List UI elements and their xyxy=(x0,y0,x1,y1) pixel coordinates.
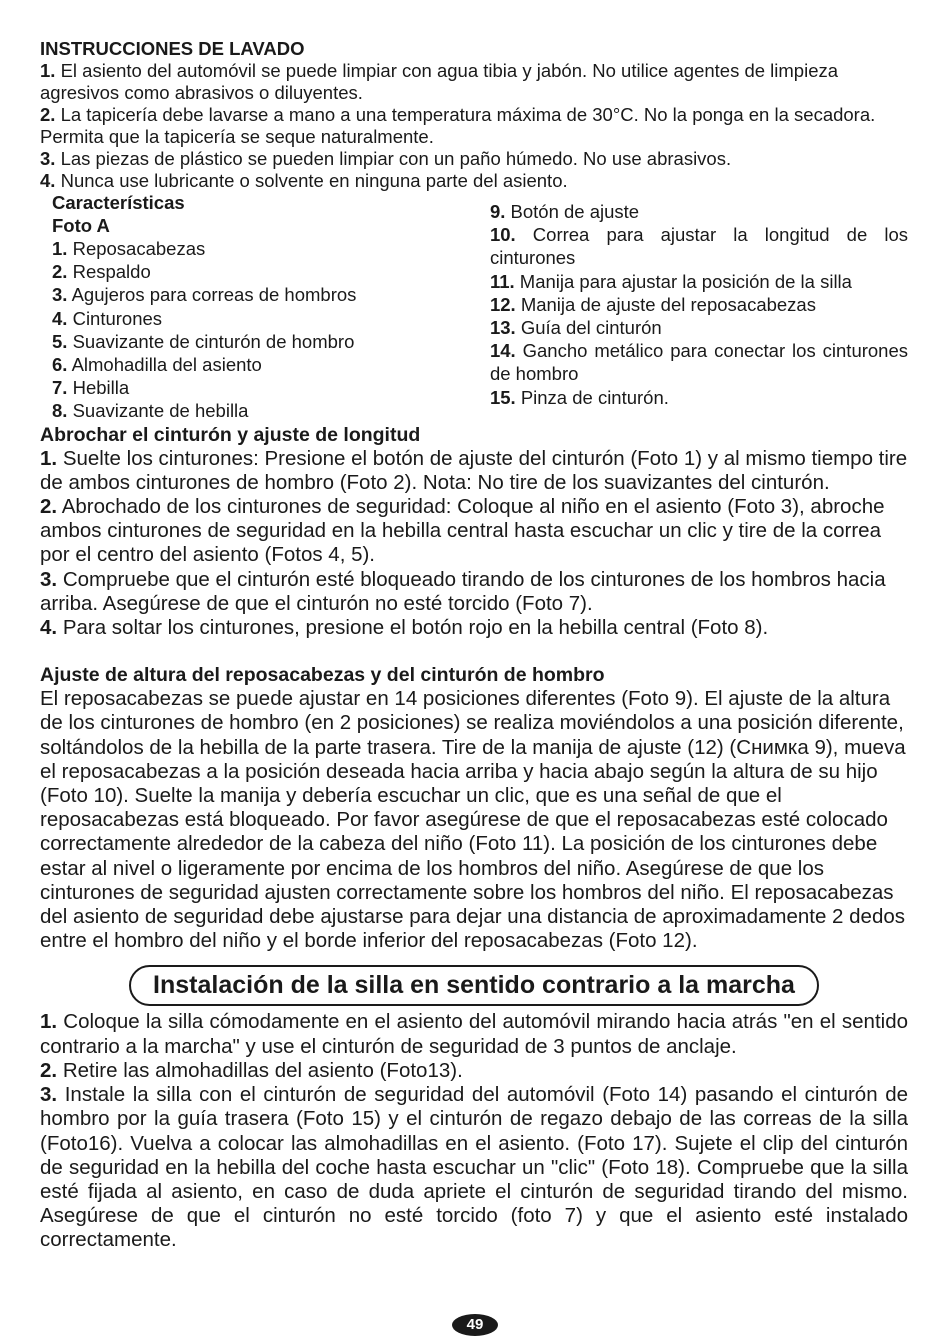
buckle-title: Abrochar el cinturón y ajuste de longitud xyxy=(40,423,421,446)
buckle-section xyxy=(40,423,908,641)
headrest-title: Ajuste de altura del reposacabezas y del cinturón de hombro xyxy=(40,664,605,687)
headrest-section xyxy=(40,663,908,953)
features-right-column xyxy=(490,191,908,423)
washing-item: 4. Nunca use lubricante o solvente en ninguna parte del asiento. xyxy=(40,170,568,191)
buckle-item: 2. Abrochado de los cinturones de seguridad: Coloque al niño en el asiento (Foto 3), abroche ambos cinturones de seguridad en la hebilla central hasta escuchar un clic y tire de la correa por el centro del asiento (Fotos 4, 5). xyxy=(40,495,885,567)
page-number-badge: 49 xyxy=(452,1314,498,1336)
washing-title: INSTRUCCIONES DE LAVADO xyxy=(40,38,305,59)
install-banner-wrap xyxy=(40,965,908,1006)
features-title: Características xyxy=(52,192,185,213)
feature-item: 10. Correa para ajustar la longitud de los cinturones xyxy=(489,224,909,269)
feature-item: 11. Manija para ajustar la posición de la silla xyxy=(489,270,852,292)
install-item: 3. Instale la silla con el cinturón de seguridad del automóvil (Foto 14) pasando el cinturón de hombro por la guía trasera (Foto 15) y el cinturón de regazo debajo de las correas de la silla (Foto16). Vuelva a colocar las almohadillas en el asiento. (Foto 17). Sujete el clip del cinturón de seguridad en la hebilla del coche hasta escuchar un "clic" (Foto 18). Compruebe que la silla esté fijada al asiento, en caso de duda apriete el cinturón de seguridad tirando del mismo. Asegúrese de que el cinturón no esté torcido (foto 7) y que el asiento esté instalado correctamente. xyxy=(40,1083,909,1252)
feature-item: 6. Almohadilla del asiento xyxy=(52,354,262,376)
feature-item: 8. Suavizante de hebilla xyxy=(52,400,249,422)
feature-item: 9. Botón de ajuste xyxy=(489,201,640,222)
feature-item: 1. Reposacabezas xyxy=(52,238,206,259)
headrest-text: El reposacabezas se puede ajustar en 14 posiciones diferentes (Foto 9). El ajuste de la altura de los cinturones de hombro (en 2 posiciones) se realiza moviéndolos a una posición diferente, soltándolos de la hebilla de la parte trasera. Tire de la manija de ajuste (12) (Снимка 9), mueva el reposacabezas a la posición deseada hacia arriba y hacia abajo según la altura de su hijo (Foto 10). Suelte la manija y debería escuchar un clic, que es una señal de que el reposacabezas está bloqueado. Por favor asegúrese de que el reposacabezas esté colocado correctamente alrededor de la cabeza del niño (Foto 11). La posición de los cinturones debe estar al nivel o ligeramente por encima de los hombros del niño. Asegúrese de que los cinturones de seguridad ajusten correctamente sobre los hombros del niño. El reposacabezas del asiento de seguridad debe ajustarse para dejar una distancia de aproximadamente 2 dedos entre el hombro del niño y el borde inferior del reposacabezas (Foto 12). xyxy=(40,687,906,953)
washing-item: 1. El asiento del automóvil se puede limpiar con agua tibia y jabón. No utilice agentes de limpieza agresivos como abrasivos o diluyentes. xyxy=(40,60,839,103)
install-item: 2. Retire las almohadillas del asiento (Foto13). xyxy=(40,1058,463,1082)
feature-item: 12. Manija de ajuste del reposacabezas xyxy=(489,293,816,315)
buckle-item: 1. Suelte los cinturones: Presione el botón de ajuste del cinturón (Foto 1) y al mismo tiempo tire de ambos cinturones de hombro (Foto 2). Nota: No tire de los suavizantes del cinturón. xyxy=(40,446,908,494)
features-left-column xyxy=(40,191,490,423)
features-subtitle: Foto A xyxy=(52,215,110,236)
washing-item: 2. La tapicería debe lavarse a mano a una temperatura máxima de 30°C. No la ponga en la secadora. Permita que la tapicería se seque naturalmente. xyxy=(40,104,876,147)
install-section xyxy=(40,1010,908,1252)
buckle-item: 3. Compruebe que el cinturón esté bloqueado tirando de los cinturones de los hombros hacia arriba. Asegúrese de que el cinturón no esté torcido (Foto 7). xyxy=(40,567,886,615)
install-item: 1. Coloque la silla cómodamente en el asiento del automóvil mirando hacia atrás "en el sentido contrario a la marcha" y use el cinturón de seguridad de 3 puntos de anclaje. xyxy=(40,1010,908,1058)
feature-item: 13. Guía del cinturón xyxy=(489,317,662,339)
feature-item: 14. Gancho metálico para conectar los cinturones de hombro xyxy=(489,340,909,385)
buckle-item: 4. Para soltar los cinturones, presione el botón rojo en la hebilla central (Foto 8). xyxy=(40,616,769,640)
install-banner: Instalación de la silla en sentido contrario a la marcha xyxy=(129,965,819,1006)
features-section xyxy=(40,191,908,423)
section-spacer xyxy=(40,640,908,663)
feature-item: 2. Respaldo xyxy=(52,261,151,283)
washing-section xyxy=(40,38,908,192)
manual-page xyxy=(40,38,908,1253)
washing-item: 3. Las piezas de plástico se pueden limpiar con un paño húmedo. No use abrasivos. xyxy=(40,148,732,169)
feature-item: 3. Agujeros para correas de hombros xyxy=(52,284,357,306)
feature-item: 7. Hebilla xyxy=(52,377,130,399)
feature-item: 4. Cinturones xyxy=(52,307,163,329)
feature-item: 5. Suavizante de cinturón de hombro xyxy=(52,330,355,352)
feature-item: 15. Pinza de cinturón. xyxy=(489,386,669,408)
